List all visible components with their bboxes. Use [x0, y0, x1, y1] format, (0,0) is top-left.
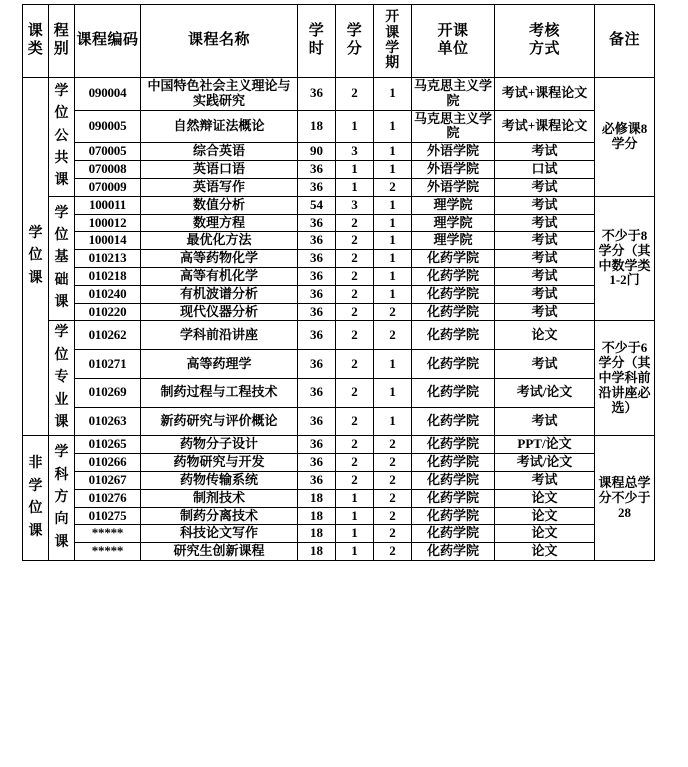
course-department-cell: 化药学院: [412, 303, 495, 321]
course-hours-cell: 36: [298, 303, 336, 321]
course-name-cell: 高等药物化学: [141, 250, 298, 268]
course-department-cell: 化药学院: [412, 267, 495, 285]
course-hours-cell: 36: [298, 471, 336, 489]
header-credits-line1: 学: [346, 23, 363, 40]
course-department-cell: 化药学院: [412, 378, 495, 407]
course-name-cell: 高等有机化学: [141, 267, 298, 285]
course-name-cell: 有机波谱分析: [141, 285, 298, 303]
header-term-line3: 学: [385, 41, 400, 56]
course-term-cell: 2: [374, 454, 412, 472]
course-hours-cell: 18: [298, 525, 336, 543]
course-term-cell: 2: [374, 507, 412, 525]
course-code-cell: 010263: [75, 407, 141, 436]
header-class-hours-line2: 时: [308, 41, 325, 57]
course-credits-cell: 2: [336, 436, 374, 454]
course-code-cell: 010240: [75, 285, 141, 303]
course-hours-cell: 54: [298, 196, 336, 214]
course-code-cell: *****: [75, 525, 141, 543]
table-row: [23, 507, 655, 525]
course-assessment-cell: 考试+课程论文: [495, 110, 595, 143]
course-remark-cell: 不少于8学分（其中数学类1-2门: [595, 196, 655, 321]
course-department-cell: 化药学院: [412, 507, 495, 525]
course-name-cell: 数理方程: [141, 214, 298, 232]
course-name-cell: 新药研究与评价概论: [141, 407, 298, 436]
course-name-cell: 药物传输系统: [141, 471, 298, 489]
course-subcategory-cell: 学 科 方 向 课: [49, 436, 75, 561]
course-department-cell: 化药学院: [412, 436, 495, 454]
course-term-cell: 2: [374, 321, 412, 350]
course-credits-cell: 3: [336, 196, 374, 214]
course-term-cell: 1: [374, 232, 412, 250]
table-row: [23, 78, 655, 111]
course-hours-cell: 36: [298, 78, 336, 111]
course-name-cell: 综合英语: [141, 143, 298, 161]
course-code-cell: 090004: [75, 78, 141, 111]
table-row: [23, 285, 655, 303]
header-category-sub-line2: 别: [53, 41, 70, 57]
course-category-cell: 非 学 位 课: [23, 436, 49, 561]
header-category-sub: [49, 5, 75, 78]
course-hours-cell: 36: [298, 214, 336, 232]
header-department-line1: 开课: [437, 23, 469, 40]
course-remark-cell: 不少于6学分（其中学科前沿讲座必选）: [595, 321, 655, 436]
course-assessment-cell: 论文: [495, 507, 595, 525]
header-department-line2: 单位: [437, 41, 469, 57]
course-hours-cell: 36: [298, 350, 336, 379]
course-department-cell: 外语学院: [412, 178, 495, 196]
course-name-cell: 高等药理学: [141, 350, 298, 379]
table-header: [23, 5, 655, 78]
course-assessment-cell: 考试: [495, 350, 595, 379]
course-hours-cell: 36: [298, 378, 336, 407]
header-course-name-text: 课程名称: [187, 32, 250, 49]
course-assessment-cell: 考试: [495, 303, 595, 321]
course-code-cell: 070005: [75, 143, 141, 161]
course-term-cell: 1: [374, 143, 412, 161]
course-department-cell: 外语学院: [412, 143, 495, 161]
header-course-code-text: 课程编码: [76, 32, 139, 49]
course-term-cell: 2: [374, 525, 412, 543]
course-credits-cell: 2: [336, 321, 374, 350]
course-code-cell: 010220: [75, 303, 141, 321]
course-department-cell: 理学院: [412, 232, 495, 250]
course-department-cell: 化药学院: [412, 454, 495, 472]
table-row: [23, 321, 655, 350]
course-name-cell: 学科前沿讲座: [141, 321, 298, 350]
course-code-cell: 010218: [75, 267, 141, 285]
course-credits-cell: 2: [336, 232, 374, 250]
course-term-cell: 1: [374, 250, 412, 268]
course-name-cell: 中国特色社会主义理论与实践研究: [141, 78, 298, 111]
course-term-cell: 1: [374, 378, 412, 407]
course-hours-cell: 36: [298, 267, 336, 285]
course-credits-cell: 1: [336, 507, 374, 525]
course-term-cell: 1: [374, 285, 412, 303]
course-term-cell: 2: [374, 543, 412, 561]
course-code-cell: 100012: [75, 214, 141, 232]
course-name-cell: 自然辩证法概论: [141, 110, 298, 143]
course-department-cell: 化药学院: [412, 471, 495, 489]
course-code-cell: 010271: [75, 350, 141, 379]
header-term-line4: 期: [385, 56, 400, 72]
course-name-cell: 制药分离技术: [141, 507, 298, 525]
course-term-cell: 1: [374, 214, 412, 232]
course-assessment-cell: PPT/论文: [495, 436, 595, 454]
header-term-line1: 开: [385, 10, 400, 26]
table-row: [23, 436, 655, 454]
course-term-cell: 2: [374, 471, 412, 489]
course-name-cell: 现代仪器分析: [141, 303, 298, 321]
course-assessment-cell: 考试: [495, 143, 595, 161]
course-hours-cell: 18: [298, 543, 336, 561]
course-name-cell: 制药过程与工程技术: [141, 378, 298, 407]
course-assessment-cell: 论文: [495, 489, 595, 507]
course-department-cell: 马克思主义学院: [412, 78, 495, 111]
table-row: [23, 303, 655, 321]
course-hours-cell: 36: [298, 285, 336, 303]
course-subcategory-cell: 学 位 公 共 课: [49, 78, 75, 197]
course-assessment-cell: 考试: [495, 178, 595, 196]
course-hours-cell: 36: [298, 250, 336, 268]
course-name-cell: 数值分析: [141, 196, 298, 214]
course-department-cell: 马克思主义学院: [412, 110, 495, 143]
table-row: [23, 196, 655, 214]
course-hours-cell: 36: [298, 407, 336, 436]
header-class-hours-line1: 学: [308, 23, 325, 40]
course-assessment-cell: 考试+课程论文: [495, 78, 595, 111]
course-assessment-cell: 考试: [495, 407, 595, 436]
header-course-code: [75, 5, 141, 78]
course-name-cell: 英语写作: [141, 178, 298, 196]
course-term-cell: 1: [374, 110, 412, 143]
course-code-cell: 010276: [75, 489, 141, 507]
header-category-type: [23, 5, 49, 78]
course-department-cell: 外语学院: [412, 161, 495, 179]
course-code-cell: 010275: [75, 507, 141, 525]
course-term-cell: 1: [374, 350, 412, 379]
course-credits-cell: 2: [336, 378, 374, 407]
course-code-cell: 010213: [75, 250, 141, 268]
course-term-cell: 1: [374, 161, 412, 179]
course-hours-cell: 18: [298, 507, 336, 525]
header-assessment-line2: 方式: [528, 41, 560, 57]
course-code-cell: 010266: [75, 454, 141, 472]
course-hours-cell: 36: [298, 161, 336, 179]
course-assessment-cell: 考试: [495, 267, 595, 285]
course-department-cell: 化药学院: [412, 525, 495, 543]
course-hours-cell: 36: [298, 232, 336, 250]
course-credits-cell: 3: [336, 143, 374, 161]
table-row: [23, 525, 655, 543]
course-term-cell: 1: [374, 267, 412, 285]
header-category-type-line1: 课: [27, 23, 44, 40]
course-remark-cell: 课程总学分不少于28: [595, 436, 655, 561]
course-name-cell: 科技论文写作: [141, 525, 298, 543]
header-department: [412, 5, 495, 78]
course-department-cell: 化药学院: [412, 489, 495, 507]
course-assessment-cell: 考试: [495, 214, 595, 232]
header-remark-text: 备注: [608, 32, 640, 49]
course-name-cell: 研究生创新课程: [141, 543, 298, 561]
course-code-cell: 100014: [75, 232, 141, 250]
course-credits-cell: 1: [336, 110, 374, 143]
table-row: [23, 489, 655, 507]
table-row: [23, 178, 655, 196]
header-term-line2: 课: [385, 25, 400, 41]
course-code-cell: 010262: [75, 321, 141, 350]
header-term: [374, 5, 412, 78]
course-hours-cell: 36: [298, 321, 336, 350]
course-name-cell: 英语口语: [141, 161, 298, 179]
course-code-cell: 010265: [75, 436, 141, 454]
course-credits-cell: 2: [336, 471, 374, 489]
header-credits: [336, 5, 374, 78]
course-code-cell: 100011: [75, 196, 141, 214]
course-credits-cell: 2: [336, 350, 374, 379]
course-credits-cell: 2: [336, 303, 374, 321]
course-assessment-cell: 考试/论文: [495, 454, 595, 472]
course-code-cell: 010267: [75, 471, 141, 489]
table-body: [23, 78, 655, 561]
course-name-cell: 药物研究与开发: [141, 454, 298, 472]
table-row: [23, 143, 655, 161]
table-row: [23, 407, 655, 436]
course-department-cell: 化药学院: [412, 543, 495, 561]
course-subcategory-cell: 学 位 专 业 课: [49, 321, 75, 436]
course-hours-cell: 36: [298, 454, 336, 472]
table-row: [23, 232, 655, 250]
course-term-cell: 1: [374, 78, 412, 111]
course-assessment-cell: 论文: [495, 543, 595, 561]
table-row: [23, 543, 655, 561]
course-assessment-cell: 考试/论文: [495, 378, 595, 407]
course-credits-cell: 1: [336, 489, 374, 507]
course-department-cell: 化药学院: [412, 407, 495, 436]
header-category-type-line2: 类: [27, 41, 44, 57]
course-term-cell: 1: [374, 407, 412, 436]
course-code-cell: 070009: [75, 178, 141, 196]
course-hours-cell: 18: [298, 110, 336, 143]
course-department-cell: 化药学院: [412, 285, 495, 303]
table-row: [23, 267, 655, 285]
course-assessment-cell: 考试: [495, 232, 595, 250]
course-hours-cell: 36: [298, 178, 336, 196]
course-credits-cell: 2: [336, 267, 374, 285]
course-hours-cell: 90: [298, 143, 336, 161]
course-name-cell: 制剂技术: [141, 489, 298, 507]
header-remark: [595, 5, 655, 78]
course-assessment-cell: 口试: [495, 161, 595, 179]
course-name-cell: 药物分子设计: [141, 436, 298, 454]
table-row: [23, 471, 655, 489]
course-credits-cell: 2: [336, 214, 374, 232]
header-assessment-line1: 考核: [528, 23, 560, 40]
course-assessment-cell: 论文: [495, 525, 595, 543]
course-term-cell: 1: [374, 196, 412, 214]
course-credits-cell: 1: [336, 525, 374, 543]
course-credits-cell: 2: [336, 250, 374, 268]
course-department-cell: 化药学院: [412, 250, 495, 268]
course-term-cell: 2: [374, 178, 412, 196]
course-hours-cell: 18: [298, 489, 336, 507]
course-department-cell: 化药学院: [412, 321, 495, 350]
course-department-cell: 理学院: [412, 196, 495, 214]
course-assessment-cell: 考试: [495, 285, 595, 303]
course-category-cell: 学 位 课: [23, 78, 49, 436]
header-class-hours: [298, 5, 336, 78]
course-code-cell: *****: [75, 543, 141, 561]
header-row: [23, 5, 655, 78]
course-subcategory-cell: 学 位 基 础 课: [49, 196, 75, 321]
curriculum-table: [22, 4, 655, 561]
table-row: [23, 350, 655, 379]
course-credits-cell: 1: [336, 543, 374, 561]
table-row: [23, 110, 655, 143]
course-term-cell: 2: [374, 303, 412, 321]
course-assessment-cell: 考试: [495, 471, 595, 489]
table-row: [23, 214, 655, 232]
table-row: [23, 250, 655, 268]
course-credits-cell: 1: [336, 178, 374, 196]
course-assessment-cell: 考试: [495, 250, 595, 268]
course-department-cell: 理学院: [412, 214, 495, 232]
table-row: [23, 161, 655, 179]
header-category-sub-line1: 程: [53, 23, 70, 40]
table-row: [23, 454, 655, 472]
course-hours-cell: 36: [298, 436, 336, 454]
course-term-cell: 2: [374, 489, 412, 507]
course-term-cell: 2: [374, 436, 412, 454]
course-credits-cell: 2: [336, 454, 374, 472]
course-code-cell: 090005: [75, 110, 141, 143]
course-name-cell: 最优化方法: [141, 232, 298, 250]
course-code-cell: 070008: [75, 161, 141, 179]
course-credits-cell: 1: [336, 161, 374, 179]
course-code-cell: 010269: [75, 378, 141, 407]
course-credits-cell: 2: [336, 407, 374, 436]
course-remark-cell: 必修课8学分: [595, 78, 655, 197]
header-credits-line2: 分: [346, 41, 363, 57]
table-row: [23, 378, 655, 407]
header-assessment: [495, 5, 595, 78]
header-course-name: [141, 5, 298, 78]
course-credits-cell: 2: [336, 285, 374, 303]
course-assessment-cell: 考试: [495, 196, 595, 214]
course-credits-cell: 2: [336, 78, 374, 111]
course-assessment-cell: 论文: [495, 321, 595, 350]
course-department-cell: 化药学院: [412, 350, 495, 379]
